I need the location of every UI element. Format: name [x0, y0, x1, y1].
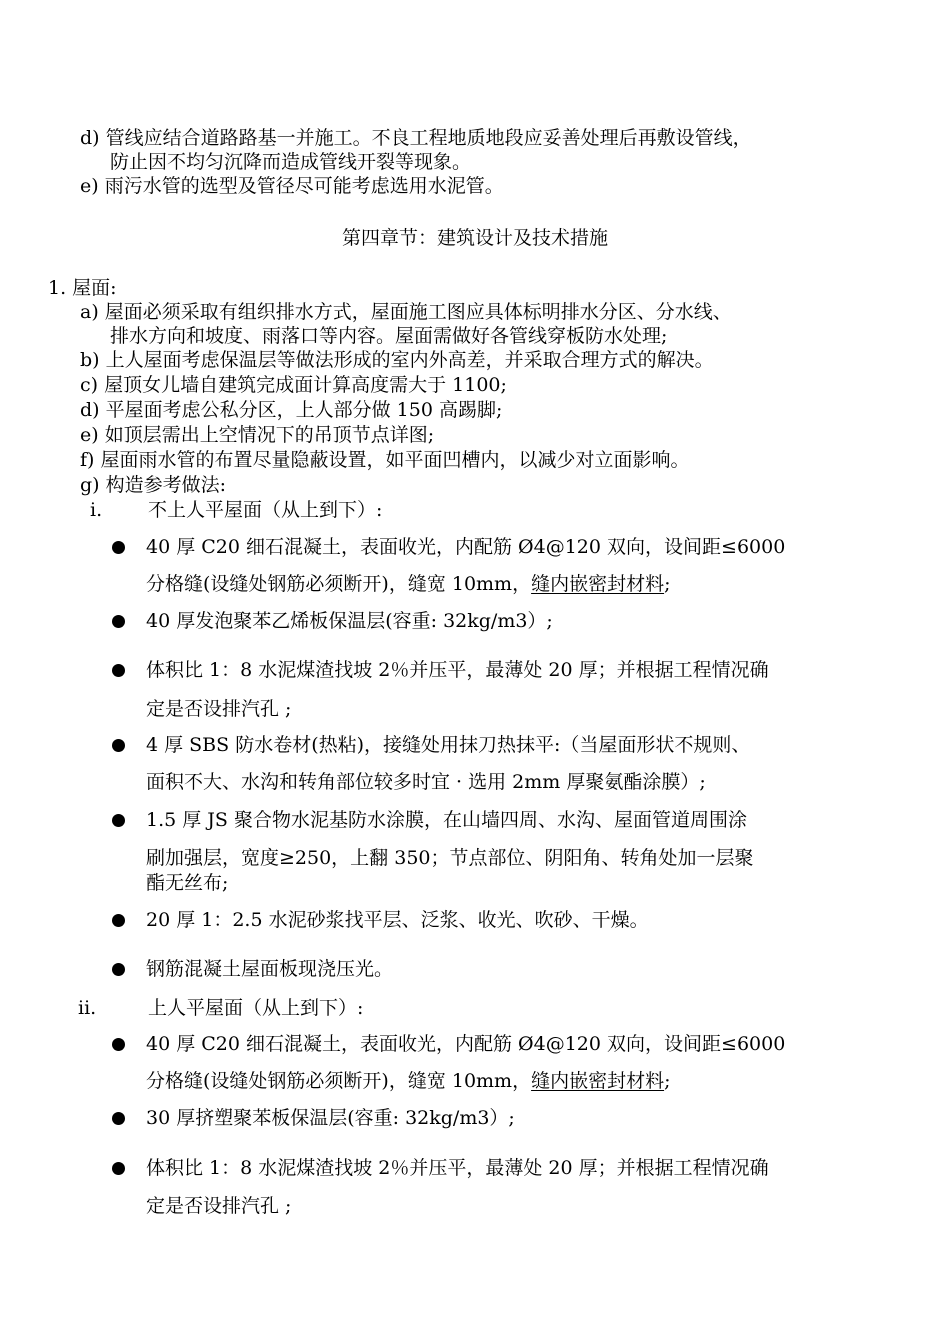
list-item [80, 126, 752, 150]
item-text: 屋顶女儿墙自建筑完成面计算高度需大于 1100; [104, 374, 507, 396]
item-text: 雨污水管的选型及管径尽可能考虑选用水泥管。 [104, 175, 504, 197]
list-marker: a) [80, 301, 99, 323]
bullet-text-continued: 定是否设排汽孔 ; [146, 1195, 292, 1217]
item-text: 管线应结合道路路基一并施工。不良工程地质地段应妥善处理后再敷设管线， [105, 127, 752, 149]
bullet-text-continued: 酯无丝布; [146, 872, 229, 894]
section-heading: 1. 屋面: [48, 277, 117, 299]
bullet-text-continued: 面积不大、水沟和转角部位较多时宜 · 选用 2mm 厚聚氨酯涂膜）; [146, 771, 706, 793]
list-marker: e) [80, 424, 99, 446]
bullet-text: 1.5 厚 JS 聚合物水泥基防水涂膜，在山墙四周、水沟、屋面管道周围涂 [146, 809, 747, 831]
bullet-text: 40 厚发泡聚苯乙烯板保温层(容重: 32kg/m3）; [146, 610, 553, 632]
bullet-icon [112, 1112, 125, 1125]
bullet-text-continued [146, 1069, 671, 1093]
bullet-text-continued: 刷加强层，宽度≥250，上翻 350；节点部位、阴阳角、转角处加一层聚 [146, 847, 754, 869]
item-text-continued: 排水方向和坡度、雨落口等内容。屋面需做好各管线穿板防水处理; [110, 325, 668, 347]
sublist-marker: i. [90, 499, 103, 521]
bullet-text: 4 厚 SBS 防水卷材(热粘)，接缝处用抹刀热抹平:（当屋面形状不规则、 [146, 734, 751, 756]
sublist-title: 不上人平屋面（从上到下）: [148, 499, 383, 521]
list-marker: b) [80, 349, 100, 371]
list-item [80, 348, 714, 372]
list-marker: g) [80, 474, 100, 496]
bullet-text: 40 厚 C20 细石混凝土，表面收光，内配筋 Ø4@120 双向，设间距≤6000 [146, 536, 786, 558]
bullet-icon [112, 664, 125, 677]
bullet-text: 体积比 1：8 水泥煤渣找坡 2％并压平，最薄处 20 厚；并根据工程情况确 [146, 1157, 769, 1179]
bullet-icon [112, 814, 125, 827]
sublist-title: 上人平屋面（从上到下）: [148, 997, 364, 1019]
bullet-text: 20 厚 1：2.5 水泥砂浆找平层、泛浆、收光、吹砂、干燥。 [146, 909, 649, 931]
bullet-icon [112, 541, 125, 554]
item-text: 构造参考做法: [105, 474, 227, 496]
text-run: 分格缝(设缝处钢筋必须断开)，缝宽 10mm， [146, 1070, 532, 1092]
list-marker: e) [80, 175, 99, 197]
chapter-title: 第四章节：建筑设计及技术措施 [341, 227, 608, 249]
item-text: 屋面雨水管的布置尽量隐蔽设置，如平面凹槽内，以减少对立面影响。 [100, 449, 690, 471]
list-item [80, 423, 434, 447]
bullet-icon [112, 1038, 125, 1051]
bullet-text-continued [146, 572, 671, 596]
bullet-icon [112, 963, 125, 976]
underlined-text: 缝内嵌密封材料 [531, 573, 665, 595]
item-text: 上人屋面考虑保温层等做法形成的室内外高差，并采取合理方式的解决。 [105, 349, 714, 371]
list-item [80, 174, 504, 198]
text-run: ; [664, 1070, 671, 1092]
list-marker: f) [80, 449, 95, 471]
list-item [80, 448, 690, 472]
bullet-text-continued: 定是否设排汽孔 ; [146, 698, 292, 720]
list-marker: d) [80, 127, 100, 149]
item-text: 屋面必须采取有组织排水方式，屋面施工图应具体标明排水分区、分水线、 [104, 301, 732, 323]
list-marker: d) [80, 399, 100, 421]
bullet-icon [112, 914, 125, 927]
list-item [80, 398, 502, 422]
bullet-text: 体积比 1：8 水泥煤渣找坡 2％并压平，最薄处 20 厚；并根据工程情况确 [146, 659, 769, 681]
bullet-text: 钢筋混凝土屋面板现浇压光。 [146, 958, 394, 980]
underlined-text: 缝内嵌密封材料 [531, 1070, 665, 1092]
text-run: 分格缝(设缝处钢筋必须断开)，缝宽 10mm， [146, 573, 532, 595]
bullet-icon [112, 739, 125, 752]
item-text: 平屋面考虑公私分区，上人部分做 150 高踢脚; [105, 399, 503, 421]
list-item [80, 473, 226, 497]
bullet-text: 40 厚 C20 细石混凝土，表面收光，内配筋 Ø4@120 双向，设间距≤6000 [146, 1033, 786, 1055]
list-marker: c) [80, 374, 99, 396]
list-item [80, 300, 732, 324]
item-text: 如顶层需出上空情况下的吊顶节点详图; [104, 424, 435, 446]
item-text-continued: 防止因不均匀沉降而造成管线开裂等现象。 [110, 151, 472, 173]
text-run: ; [664, 573, 671, 595]
bullet-icon [112, 615, 125, 628]
bullet-text: 30 厚挤塑聚苯板保温层(容重: 32kg/m3）; [146, 1107, 515, 1129]
list-item [80, 373, 507, 397]
sublist-marker: ii. [78, 997, 97, 1019]
bullet-icon [112, 1162, 125, 1175]
